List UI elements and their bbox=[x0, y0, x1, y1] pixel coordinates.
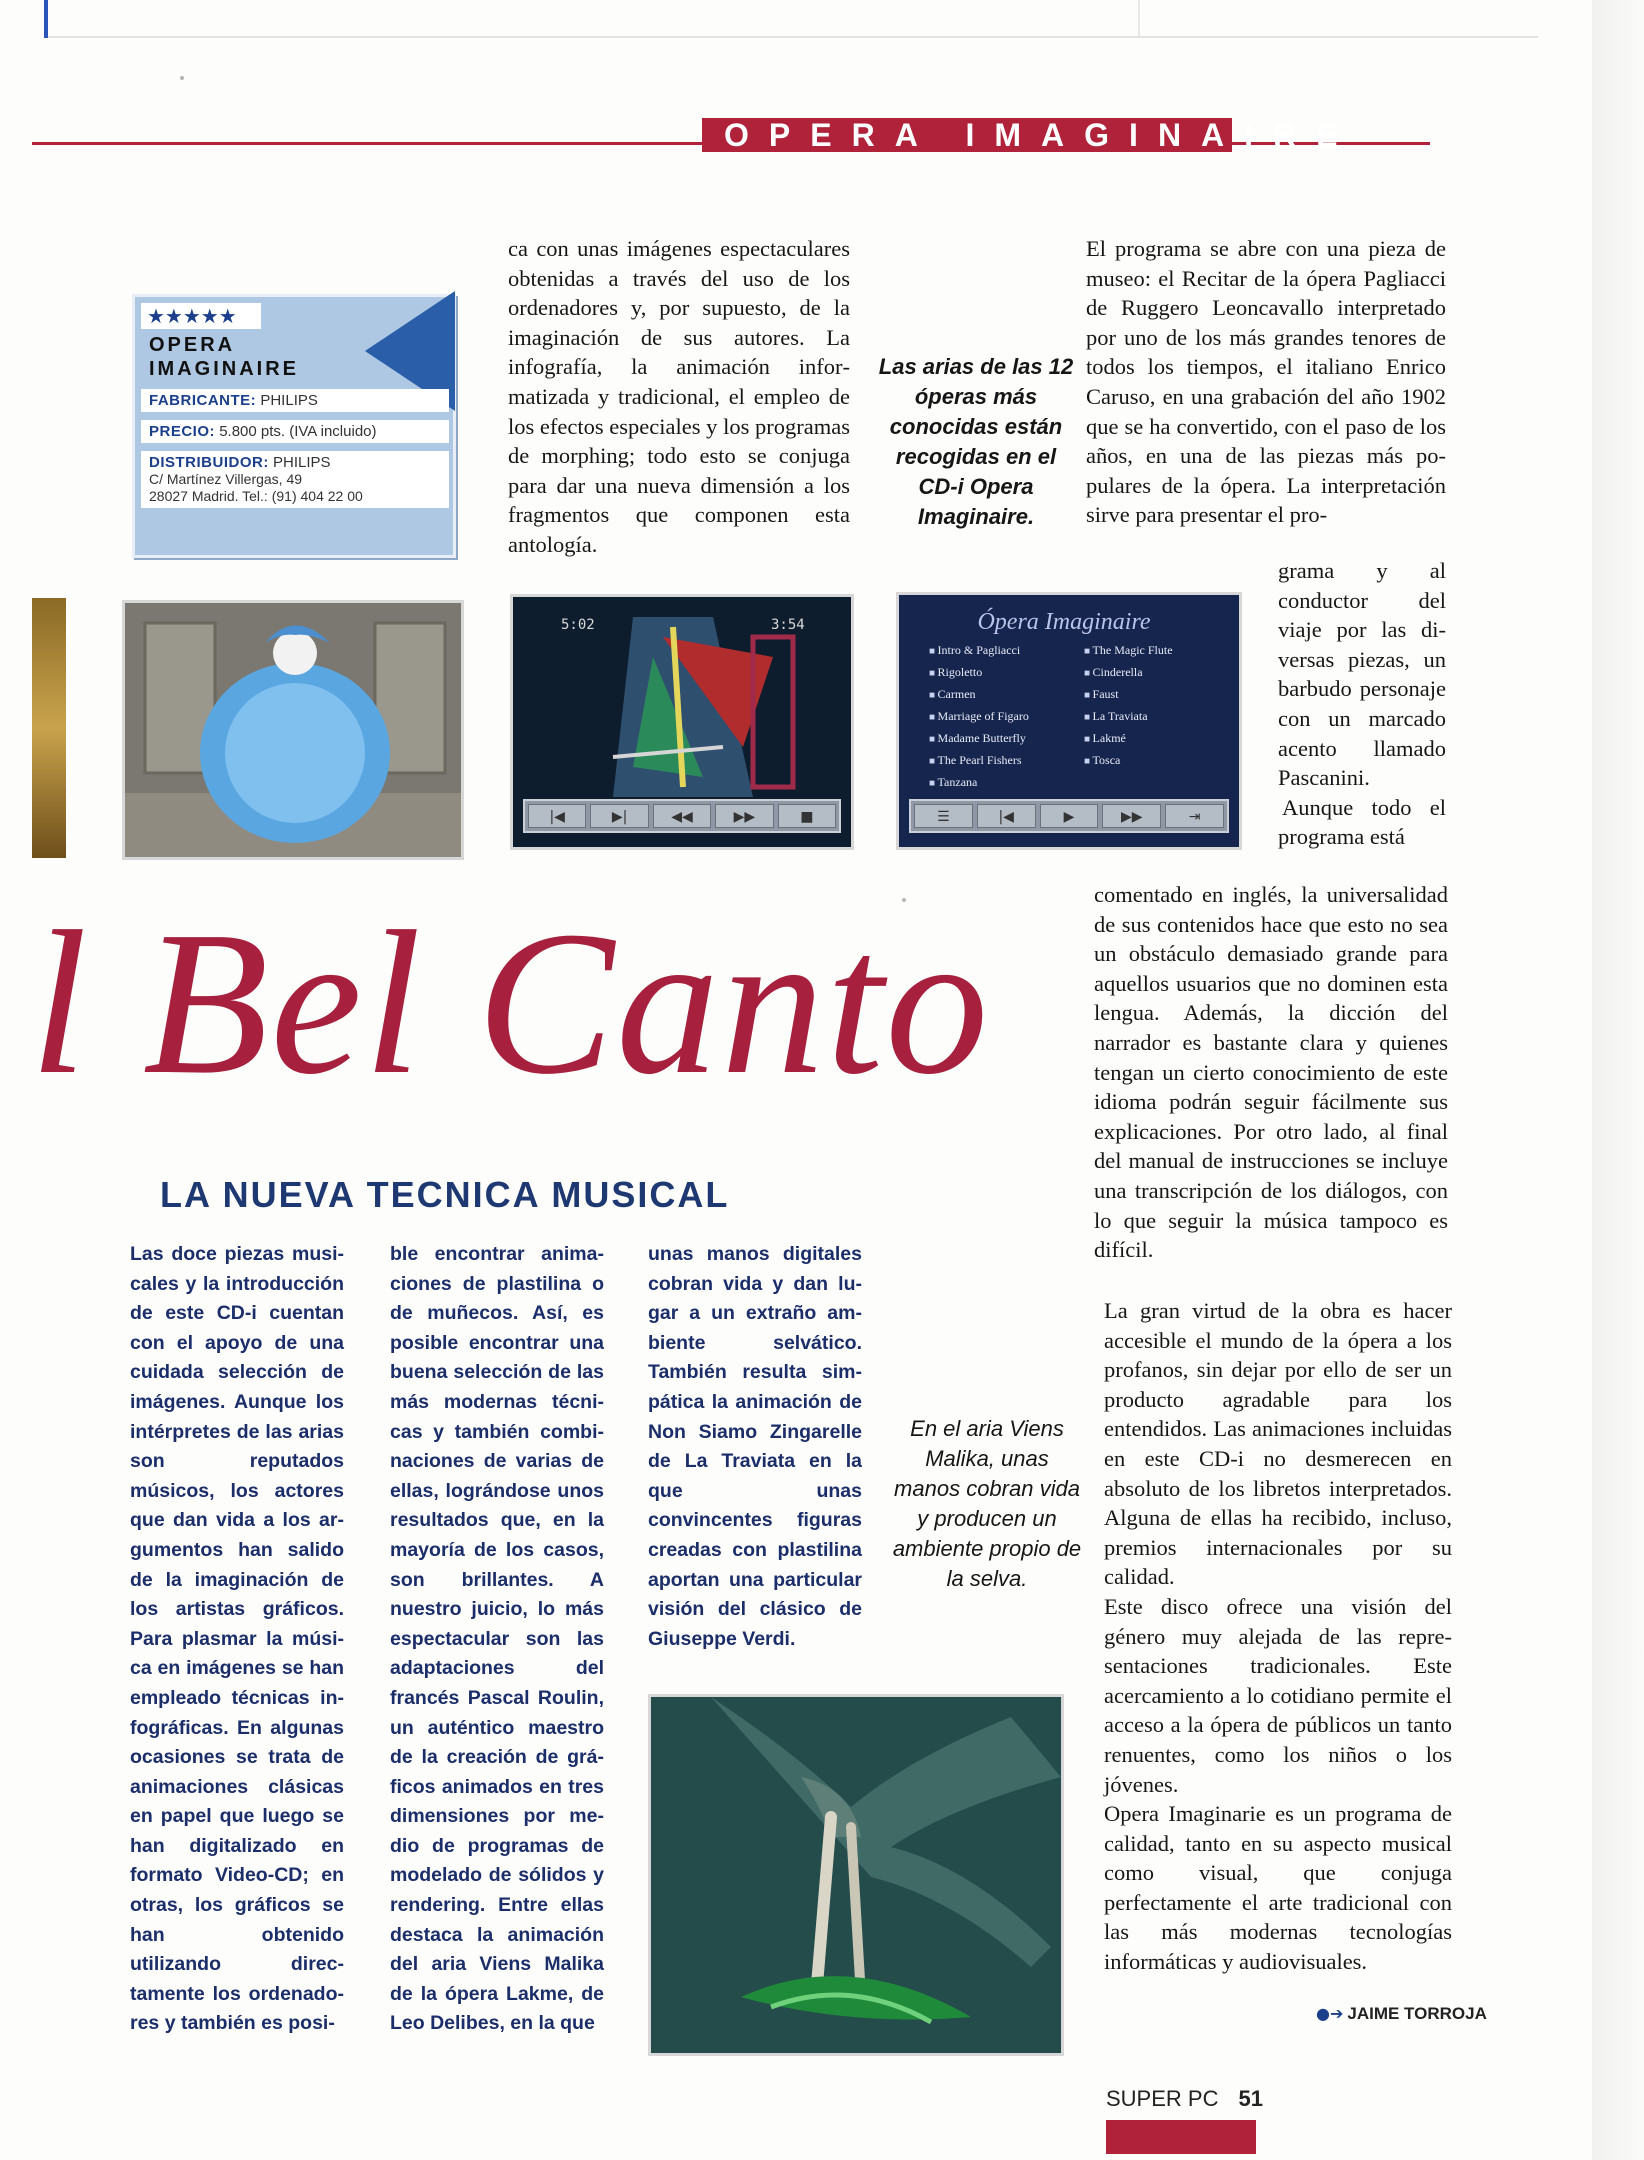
image-left-edge bbox=[32, 598, 66, 858]
menu-item[interactable]: ■ Tanzana bbox=[929, 773, 1074, 793]
product-info-box bbox=[132, 294, 456, 558]
menu-item[interactable]: ■ The Pearl Fishers bbox=[929, 751, 1074, 771]
menu-item[interactable]: ■ La Traviata bbox=[1084, 707, 1229, 727]
author-name: JAIME TORROJA bbox=[1347, 2004, 1487, 2023]
article-text-intro: ca con unas imágenes espectaculares obtenidas a través del uso de los ordenadores y, por supuesto, de la imaginación de sus autores. La infografía, la animación informatizada y tradicional, el empleo de los efectos especiales y los programas de morphing; todo esto se conjuga para dar una nueva dimensión a los fragmentos que componen esta antología. bbox=[508, 236, 850, 557]
subheadline: LA NUEVA TECNICA MUSICAL bbox=[160, 1174, 730, 1215]
menu-item[interactable]: ■ Lakmé bbox=[1084, 729, 1229, 749]
menu-item[interactable]: ■ Rigoletto bbox=[929, 663, 1074, 683]
caption-viens-malika: En el aria Viens Malika, unas manos cobran vida y producen un ambiente propio de la selva. bbox=[892, 1416, 1082, 1591]
menu-item[interactable]: ■ The Magic Flute bbox=[1084, 641, 1229, 661]
character-illustration bbox=[125, 603, 461, 857]
distribuidor-label: DISTRIBUIDOR: bbox=[149, 454, 269, 471]
folio-bar bbox=[1106, 2120, 1256, 2154]
image-screen-animation bbox=[510, 594, 854, 850]
exit-button[interactable]: ⇥ bbox=[1165, 804, 1224, 828]
article-text-right-2: comentado en inglés, la universalidad de sus contenidos hace que esto no sea un obstáculo demasiado grande para aquellos usuarios que no dominen esta lengua. Además, la dicción del narrador es bastante clara y quienes tengan un cierto conocimiento de este idioma podrán seguir fácilmente sus explicaciones. Por otro lado, al final del manual de instrucciones se incluye una transcripción de los diálogos, con lo que seguir la música tampoco es difícil. bbox=[1094, 882, 1448, 1263]
headline-bel-canto: l Bel Canto bbox=[30, 888, 991, 1117]
fast-forward-button[interactable]: ▶▶ bbox=[1102, 804, 1161, 828]
precio-row bbox=[141, 420, 449, 443]
prev-button[interactable]: |◀ bbox=[977, 804, 1036, 828]
sidebar-text-col1: Las doce piezas musicales y la introducción de este CD-i cuentan con el apoyo de una cuidada selección de imágenes. Aunque los intérpretes de las arias son reputados músicos, los actores que dan vida a los argumentos han salido de la imaginación de los artistas gráficos. Para plasmar la música en imágenes se han empleado técnicas infográficas. En algunas ocasiones se trata de animaciones clásicas en papel que luego se han digitalizado en formato Video-CD; en otras, los gráficos se han obtenido utilizando directamente los ordenadores y también es posi- bbox=[130, 1243, 344, 2035]
image-digital-hands bbox=[648, 1694, 1064, 2056]
counter-right: 3:54 bbox=[771, 617, 805, 633]
image-opera-character bbox=[122, 600, 464, 860]
menu-item[interactable]: ■ Carmen bbox=[929, 685, 1074, 705]
opera-menu-list bbox=[929, 641, 1229, 793]
article-text-right-wrap-p1: grama y al conductor del viaje por las diversas piezas, un barbudo personaje con un marcado acento llamado Pascanini. bbox=[1278, 558, 1446, 791]
image-screen-menu bbox=[896, 592, 1242, 850]
prev-button[interactable]: |◀ bbox=[528, 804, 586, 828]
menu-item[interactable]: ■ Cinderella bbox=[1084, 663, 1229, 683]
precio-value: 5.800 pts. (IVA incluido) bbox=[219, 423, 377, 440]
page-folio bbox=[1106, 2086, 1263, 2112]
speck bbox=[180, 76, 184, 80]
magazine-name: SUPER PC bbox=[1106, 2086, 1219, 2111]
menu-item[interactable]: ■ Faust bbox=[1084, 685, 1229, 705]
page-top-line bbox=[48, 36, 1538, 38]
article-text-right-3 bbox=[1104, 1296, 1452, 1977]
section-header: OPERA IMAGINAIRE bbox=[702, 118, 1232, 152]
rating-stars: ★★★★★ bbox=[141, 303, 261, 329]
product-title-line1: OPERA bbox=[149, 334, 236, 356]
hands-illustration bbox=[651, 1697, 1061, 2053]
menu-title: Ópera Imaginaire bbox=[977, 609, 1151, 635]
playback-controls bbox=[523, 799, 841, 833]
distribuidor-value: PHILIPS bbox=[273, 454, 331, 471]
fabricante-value: PHILIPS bbox=[260, 392, 318, 409]
article-text-right-wrap-p2: Aunque todo el programa está bbox=[1278, 794, 1446, 850]
sidebar-text-col3: unas manos digitales cobran vida y dan lugar a un extraño ambiente selvático. También resulta simpática la animación de Non Siamo Zingarelle de La Traviata en la que unas convincentes figuras creadas con plastilina aportan una particular visión del clásico de Giuseppe Verdi. bbox=[648, 1243, 862, 1650]
page-number: 51 bbox=[1238, 2086, 1263, 2111]
page-edge-mark bbox=[44, 0, 48, 38]
play-button[interactable]: ▶ bbox=[1040, 804, 1099, 828]
paragraph-virtud: La gran virtud de la obra es hacer accesible el mundo de la ópera a los profanos, sin dejar por ello de ser un producto agradable para los entendidos. Las animaciones incluidas en este CD-i no desmerecen en absoluto de los libretos interpretados. Alguna de ellas ha recibido, incluso, premios internacionales por su calidad. bbox=[1104, 1298, 1452, 1590]
menu-item[interactable]: ■ Madame Butterfly bbox=[929, 729, 1074, 749]
fabricante-row bbox=[141, 389, 449, 412]
stop-button[interactable]: ■ bbox=[778, 804, 836, 828]
distribuidor-row bbox=[141, 451, 449, 508]
sidebar-text-col2: ble encontrar animaciones de plastilina o de muñecos. Así, es posible encontrar una buena selección de las más modernas técnicas y también combinaciones de varias de ellas, lográndose unos resultados que, en la mayoría de los casos, son brillantes. A nuestro juicio, lo más espectacular son las adaptaciones del francés Pascal Roulin, un auténtico maestro de la creación de gráficos animados en tres dimensiones por medio de programas de modelado de sólidos y rendering. Entre ellas destaca la animación del aria Viens Malika de la ópera Lakme, de Leo Delibes, en la que bbox=[390, 1243, 604, 2035]
menu-item[interactable]: ■ Intro & Pagliacci bbox=[929, 641, 1074, 661]
menu-item[interactable]: ■ Tosca bbox=[1084, 751, 1229, 771]
fast-forward-button[interactable]: ▶▶ bbox=[715, 804, 773, 828]
page-fold-tick bbox=[1138, 0, 1140, 36]
fabricante-label: FABRICANTE: bbox=[149, 392, 257, 409]
menu-controls bbox=[909, 799, 1229, 833]
rewind-button[interactable]: ◀◀ bbox=[653, 804, 711, 828]
menu-item[interactable]: ■ Marriage of Figaro bbox=[929, 707, 1074, 727]
distribuidor-address-2: 28027 Madrid. Tel.: (91) 404 22 00 bbox=[149, 488, 363, 504]
caption-arias: Las arias de las 12 óperas más conocidas están recogidas en el CD-i Opera Imaginaire. bbox=[878, 354, 1074, 529]
page-right-shadow bbox=[1592, 0, 1644, 2160]
next-button[interactable]: ▶| bbox=[590, 804, 648, 828]
paragraph-calidad: Opera Imaginarie es un programa de calidad, tanto en su aspecto musical como visual, que conjuga perfectamente el arte tradicional con las más modernas tecnologías informáticas y audiovisuales. bbox=[1104, 1801, 1452, 1975]
author-byline bbox=[1316, 2004, 1487, 2024]
article-text-right-1: El programa se abre con una pieza de museo: el Recitar de la ópera Pagliacci de Ruggero Leoncavallo interpretado por uno de los más grandes tenores de todos los tiempos, el italiano Enrico Caruso, en una grabación del año 1902 que se ha convertido, con el paso de los años, en una de las piezas más populares de la ópera. La interpretación sirve para presentar el pro- bbox=[1086, 236, 1446, 528]
precio-label: PRECIO: bbox=[149, 423, 216, 440]
distribuidor-address-1: C/ Martínez Villergas, 49 bbox=[149, 471, 303, 487]
paragraph-disco: Este disco ofrece una visión del género muy alejada de las representaciones tradicionales. Este acercamiento a lo cotidiano permite el acceso a la ópera de públicos un tanto renuentes, como los niños o los jóvenes. bbox=[1104, 1593, 1452, 1797]
counter-left: 5:02 bbox=[561, 617, 595, 633]
product-title-line2: IMAGINAIRE bbox=[149, 358, 299, 380]
menu-button[interactable]: ☰ bbox=[914, 804, 973, 828]
byline-arrow-icon: ●➔ bbox=[1316, 2004, 1344, 2023]
article-text-right-wrap bbox=[1278, 556, 1446, 852]
